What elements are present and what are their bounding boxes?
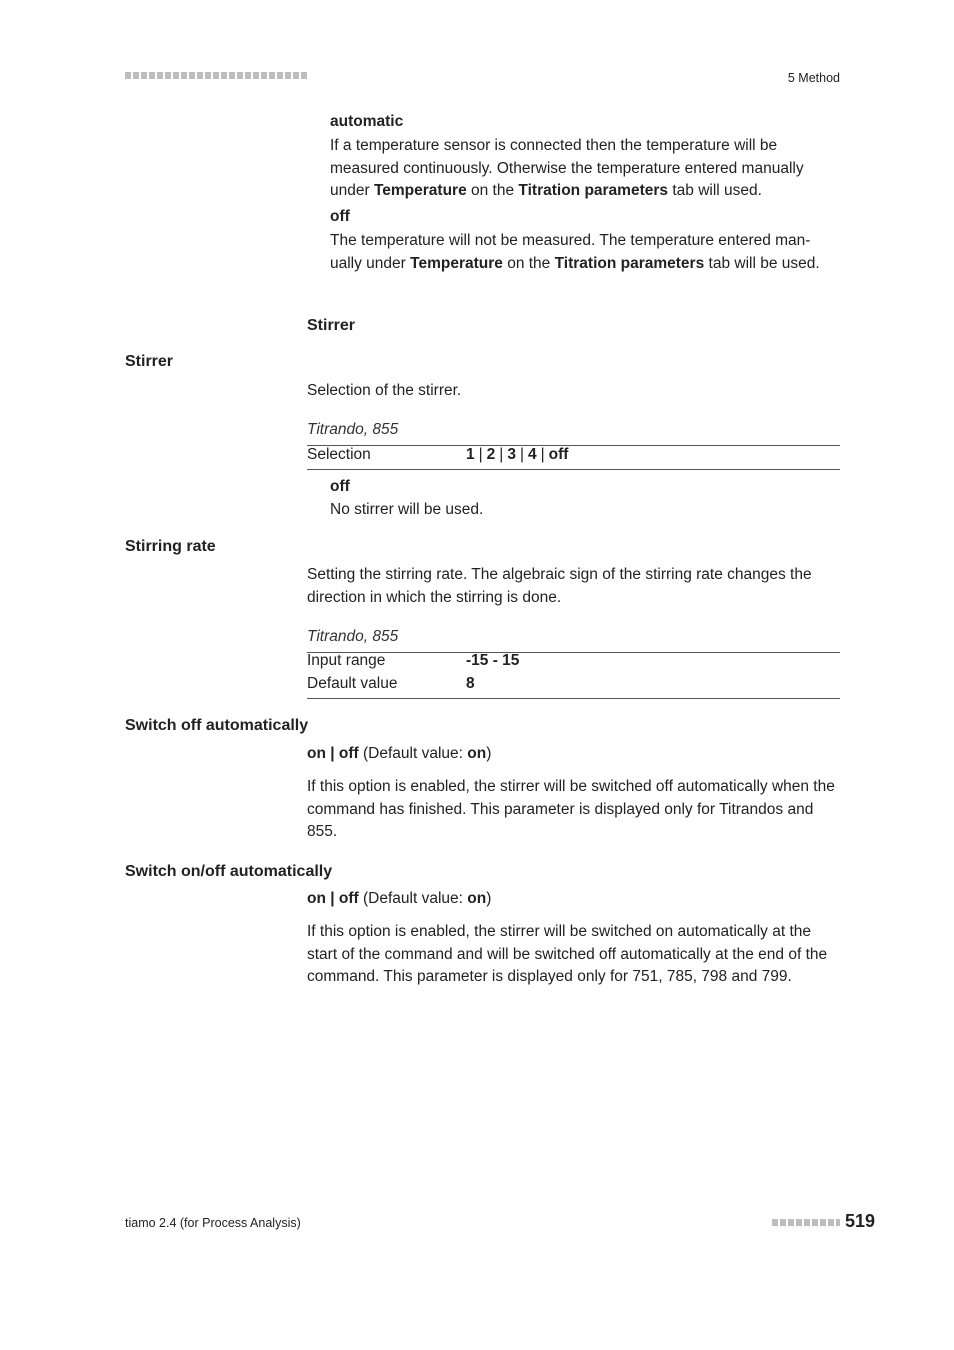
param-label-stirring-rate: Stirring rate [125, 538, 216, 555]
stirrer-description: Selection of the stirrer. [307, 382, 462, 399]
temperature-ref: Temperature [373, 182, 467, 199]
stirrer-option-off-term: off [330, 478, 350, 495]
footer-decoration [772, 1219, 840, 1226]
stirrer-selection-options: 1 | 2 | 3 | 4 | off [466, 446, 569, 463]
option-automatic-description: If a temperature sensor is connected then the temperature will be measured continuously. Otherwise the temperature entered manually under Temperature on the Titration parameters tab will used. [330, 137, 804, 199]
param-label-stirrer: Stirrer [125, 353, 174, 370]
table-row [307, 652, 840, 674]
param-label-switch-off: Switch off automatically [125, 717, 309, 734]
table-key: Default value [307, 675, 398, 692]
table-caption: Titrando, 855 [307, 628, 399, 645]
header-decoration [125, 72, 307, 79]
option-automatic-term: automatic [330, 113, 404, 130]
table-rule [307, 698, 840, 699]
table-caption: Titrando, 855 [307, 421, 399, 438]
switch-off-values: on | off (Default value: on) [307, 745, 492, 762]
titration-parameters-ref: Titration parameters [554, 254, 705, 272]
table-value: -15 - 15 [466, 652, 520, 669]
section-heading-stirrer: Stirrer [307, 317, 356, 334]
stirrer-table [307, 446, 840, 468]
chapter-title: 5 Method [787, 71, 840, 85]
option-off-description: The temperature will not be measured. The temperature entered man-ually under Temperature on the Titration parameters tab will be used. [330, 232, 820, 272]
stirrer-option-off-description: No stirrer will be used. [330, 501, 484, 518]
switch-off-description: If this option is enabled, the stirrer will be switched off automatically when the command has finished. This parameter is displayed only for Titrandos and 855. [307, 778, 835, 840]
footer-product: tiamo 2.4 (for Process Analysis) [125, 1216, 301, 1230]
switch-onoff-values: on | off (Default value: on) [307, 890, 492, 907]
stirring-rate-table [307, 652, 840, 698]
table-value: 8 [466, 675, 475, 692]
table-key: Input range [307, 652, 386, 669]
table-rule [307, 469, 840, 470]
page-number: 519 [845, 1211, 876, 1231]
stirring-rate-description: Setting the stirring rate. The algebraic sign of the stirring rate changes the direction in which the stirring is done. [307, 566, 812, 606]
table-key: Selection [307, 446, 371, 463]
option-off-term: off [330, 208, 350, 225]
temperature-ref: Temperature [410, 254, 503, 272]
table-row [307, 675, 840, 697]
titration-parameters-ref: Titration parameters [518, 182, 669, 199]
switch-onoff-description: If this option is enabled, the stirrer will be switched on automatically at the start of the command and will be switched off automatically at the end of the command. This parameter is displayed only for 751, 785, 798 and 799. [307, 923, 828, 985]
param-label-switch-onoff: Switch on/off automatically [125, 863, 333, 880]
table-row [307, 446, 840, 468]
